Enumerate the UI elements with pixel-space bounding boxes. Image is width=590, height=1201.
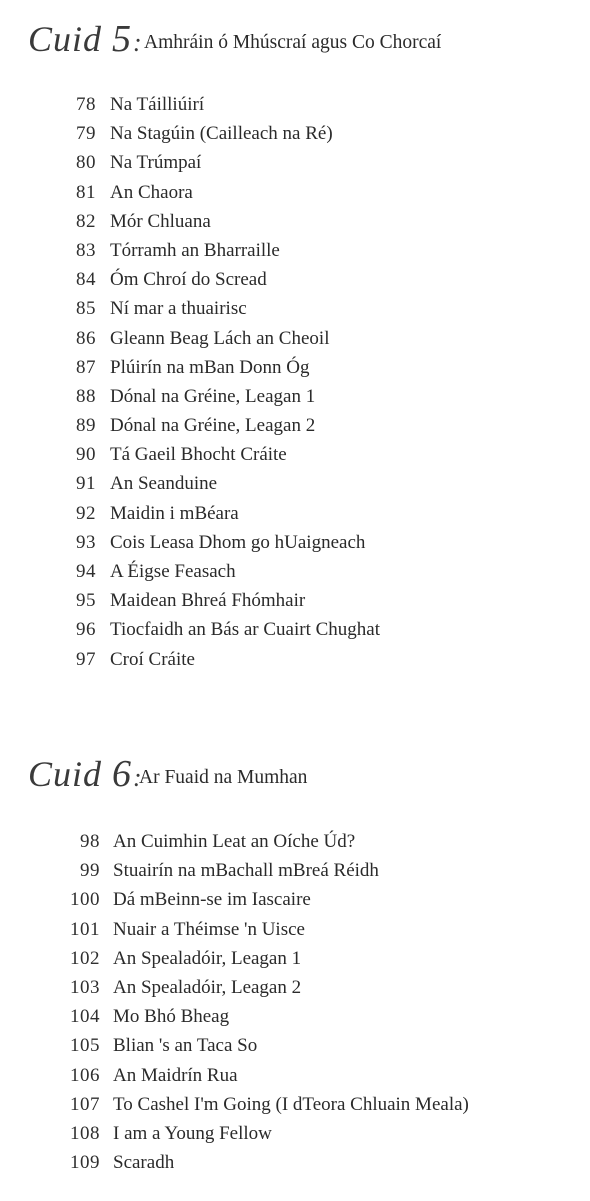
track-number: 101 bbox=[70, 918, 100, 940]
track-number: 98 bbox=[80, 831, 100, 852]
track-item bbox=[0, 1061, 590, 1090]
track-number: 95 bbox=[76, 590, 96, 612]
track-title: A Éigse Feasach bbox=[110, 561, 236, 582]
track-item bbox=[0, 178, 590, 207]
track-item bbox=[0, 856, 590, 885]
track-title: Nuair a Théimse 'n Uisce bbox=[113, 918, 305, 940]
track-title: Cois Leasa Dhom go hUaigneach bbox=[110, 531, 366, 553]
track-item bbox=[0, 973, 590, 1002]
track-number: 107 bbox=[70, 1093, 100, 1115]
track-number: 102 bbox=[70, 947, 100, 969]
track-title: Mór Chluana bbox=[110, 210, 211, 232]
track-item bbox=[0, 294, 590, 323]
track-title: Maidean Bhreá Fhómhair bbox=[110, 590, 306, 612]
section-title: Amhráin ó Mhúscraí agus Co Chorcaí bbox=[144, 32, 442, 53]
track-number: 85 bbox=[76, 298, 96, 320]
track-number: 96 bbox=[76, 619, 96, 641]
section-heading-prefix: Cuid 5: bbox=[28, 18, 143, 60]
track-item bbox=[0, 469, 590, 498]
track-number: 103 bbox=[70, 976, 100, 998]
track-title: Scaradh bbox=[113, 1152, 175, 1174]
track-number: 97 bbox=[76, 648, 96, 670]
track-item bbox=[0, 528, 590, 557]
track-item bbox=[0, 1090, 590, 1119]
track-title: An Maidrín Rua bbox=[113, 1064, 238, 1086]
track-number: 91 bbox=[76, 473, 96, 495]
track-number: 79 bbox=[76, 123, 96, 145]
track-item bbox=[0, 207, 590, 236]
track-title: Mo Bhó Bheag bbox=[113, 1006, 230, 1028]
track-item bbox=[0, 827, 590, 856]
track-number: 105 bbox=[70, 1035, 100, 1057]
track-item bbox=[0, 1031, 590, 1060]
track-title: Blian 's an Taca So bbox=[113, 1035, 258, 1057]
track-list bbox=[0, 90, 590, 674]
track-title: An Chaora bbox=[110, 181, 193, 203]
track-title: An Seanduine bbox=[110, 473, 218, 495]
track-title: Plúirín na mBan Donn Óg bbox=[110, 356, 310, 378]
track-number: 92 bbox=[76, 502, 96, 524]
track-title: Croí Cráite bbox=[110, 648, 195, 670]
track-title: An Spealadóir, Leagan 2 bbox=[113, 976, 302, 998]
track-title: Maidin i mBéara bbox=[110, 502, 239, 524]
track-title: An Spealadóir, Leagan 1 bbox=[113, 947, 302, 969]
track-number: 106 bbox=[70, 1064, 100, 1086]
track-item bbox=[0, 119, 590, 148]
track-number: 99 bbox=[80, 860, 100, 882]
track-item bbox=[0, 236, 590, 265]
track-number: 80 bbox=[76, 152, 96, 174]
track-number: 108 bbox=[70, 1122, 100, 1144]
section-cuid-6 bbox=[0, 735, 590, 1174]
section-heading bbox=[0, 735, 590, 805]
track-title: Tá Gaeil Bhocht Cráite bbox=[110, 444, 287, 466]
track-item bbox=[0, 1002, 590, 1031]
track-item bbox=[0, 324, 590, 353]
track-number: 78 bbox=[76, 94, 96, 115]
track-item bbox=[0, 411, 590, 440]
track-item bbox=[0, 353, 590, 382]
track-item bbox=[0, 1119, 590, 1148]
track-item bbox=[0, 915, 590, 944]
track-item bbox=[0, 499, 590, 528]
track-title: I am a Young Fellow bbox=[113, 1122, 272, 1144]
track-title: Dónal na Gréine, Leagan 2 bbox=[110, 415, 316, 437]
track-title: To Cashel I'm Going (I dTeora Chluain Meala) bbox=[113, 1093, 469, 1115]
track-item bbox=[0, 440, 590, 469]
track-number: 83 bbox=[76, 239, 96, 261]
track-item bbox=[0, 382, 590, 411]
section-heading bbox=[0, 0, 590, 70]
track-title: Dónal na Gréine, Leagan 1 bbox=[110, 385, 316, 407]
track-title: Óm Chroí do Scread bbox=[110, 269, 267, 291]
track-item bbox=[0, 90, 590, 119]
track-number: 82 bbox=[76, 210, 96, 232]
track-title: Tórramh an Bharraille bbox=[110, 239, 280, 261]
track-item bbox=[0, 586, 590, 615]
track-title: Na Trúmpaí bbox=[110, 152, 202, 174]
track-title: Na Stagúin (Cailleach na Ré) bbox=[110, 123, 333, 145]
track-number: 109 bbox=[70, 1152, 100, 1174]
track-number: 90 bbox=[76, 444, 96, 466]
track-item bbox=[0, 944, 590, 973]
track-title: Tiocfaidh an Bás ar Cuairt Chughat bbox=[110, 619, 381, 641]
track-number: 89 bbox=[76, 415, 96, 437]
section-number: 5 bbox=[112, 18, 133, 60]
track-title: Ní mar a thuairisc bbox=[110, 298, 247, 320]
track-title: Dá mBeinn-se im Iascaire bbox=[113, 889, 311, 911]
track-list bbox=[0, 827, 590, 1177]
track-number: 104 bbox=[70, 1006, 100, 1028]
track-number: 84 bbox=[76, 269, 96, 291]
track-title: An Cuimhin Leat an Oíche Úd? bbox=[113, 831, 356, 852]
track-item bbox=[0, 645, 590, 674]
track-number: 87 bbox=[76, 356, 96, 378]
track-item bbox=[0, 148, 590, 177]
track-item bbox=[0, 265, 590, 294]
track-title: Gleann Beag Lách an Cheoil bbox=[110, 327, 330, 349]
track-item bbox=[0, 615, 590, 644]
track-number: 93 bbox=[76, 531, 96, 553]
track-number: 81 bbox=[76, 181, 96, 203]
track-item bbox=[0, 557, 590, 586]
track-number: 86 bbox=[76, 327, 96, 349]
track-title: Stuairín na mBachall mBreá Réidh bbox=[113, 860, 379, 882]
section-heading-prefix: Cuid 6: bbox=[28, 753, 143, 795]
track-title: Na Táilliúirí bbox=[110, 94, 205, 115]
section-title: Ar Fuaid na Mumhan bbox=[139, 767, 308, 788]
track-number: 100 bbox=[70, 889, 100, 911]
section-number: 6 bbox=[112, 753, 133, 795]
track-item bbox=[0, 885, 590, 914]
track-number: 88 bbox=[76, 385, 96, 407]
track-number: 94 bbox=[76, 561, 96, 582]
track-item bbox=[0, 1148, 590, 1177]
